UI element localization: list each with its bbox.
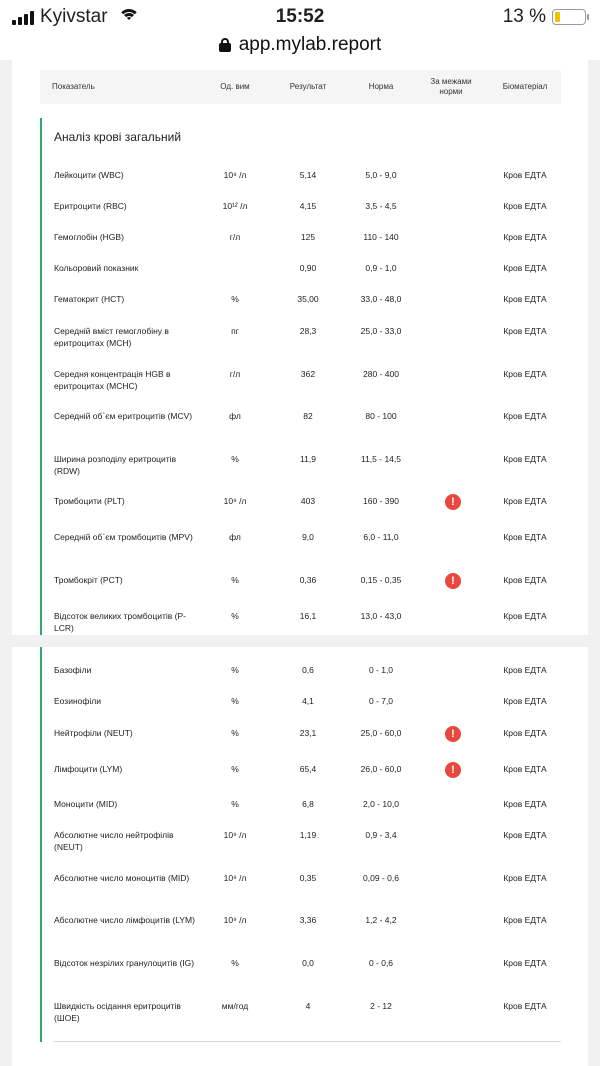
row-unit: 10⁹ /л — [223, 873, 247, 883]
header-out-of-range: За межами норми — [430, 77, 472, 96]
row-result: 4,1 — [302, 696, 314, 706]
row-result: 65,4 — [299, 764, 317, 774]
row-unit: фл — [229, 532, 241, 542]
row-name: Лейкоцити (WBC) — [54, 170, 124, 180]
row-biomaterial: Кров ЕДТА — [503, 764, 547, 774]
row-result: 11,9 — [300, 454, 316, 464]
row-unit: г/л — [229, 232, 241, 242]
row-biomaterial: Кров ЕДТА — [503, 263, 547, 273]
header-biomaterial: Біоматеріал — [502, 82, 548, 91]
address-bar[interactable] — [0, 30, 600, 60]
row-norm: 0 - 7,0 — [368, 696, 394, 706]
row-norm: 0 - 0,6 — [368, 958, 394, 968]
row-norm: 3,5 - 4,5 — [365, 201, 397, 211]
row-name: Лімфоцити (LYM) — [54, 764, 123, 774]
row-unit: % — [231, 764, 239, 774]
row-name: Відсоток незрілих гранулоцитів (IG) — [54, 958, 195, 968]
row-biomaterial: Кров ЕДТА — [503, 201, 547, 211]
row-result: 3,36 — [299, 915, 317, 925]
row-name: Гематокрит (HCT) — [54, 294, 125, 304]
row-norm: 80 - 100 — [365, 411, 397, 421]
header-norm: Норма — [368, 82, 394, 91]
row-biomaterial: Кров ЕДТА — [503, 665, 547, 675]
row-norm: 11,5 - 14,5 — [360, 454, 401, 464]
row-norm: 160 - 390 — [363, 496, 399, 506]
row-result: 403 — [300, 496, 316, 506]
row-biomaterial: Кров ЕДТА — [503, 326, 547, 336]
row-name: Базофіли — [54, 665, 92, 675]
row-name: Середній об`єм тромбоцитів (MPV) — [54, 532, 193, 542]
row-result: 5,14 — [299, 170, 317, 180]
table-bottom-divider — [54, 1041, 561, 1042]
row-biomaterial: Кров ЕДТА — [503, 728, 547, 738]
row-unit: % — [231, 958, 239, 968]
row-name: Абсолютне число нейтрофілів (NEUT) — [54, 830, 174, 852]
row-norm: 26,0 - 60,0 — [360, 764, 402, 774]
row-unit: 10¹² /л — [222, 201, 248, 211]
row-name: Швидкість осідання еритроцитів (ШОЕ) — [54, 1001, 181, 1023]
status-bar — [0, 0, 600, 34]
row-biomaterial: Кров ЕДТА — [503, 873, 547, 883]
row-name: Тромбокріт (PCT) — [54, 575, 123, 585]
status-right — [503, 6, 586, 28]
row-result: 1,19 — [299, 830, 317, 840]
row-result: 0,0 — [302, 958, 314, 968]
row-norm: 110 - 140 — [363, 232, 399, 242]
lock-icon — [219, 38, 231, 52]
row-result: 125 — [300, 232, 316, 242]
row-unit: 10⁹ /л — [223, 496, 247, 506]
row-name: Гемоглобін (HGB) — [54, 232, 124, 242]
row-unit: % — [231, 799, 239, 809]
row-norm: 5,0 - 9,0 — [365, 170, 397, 180]
row-unit: г/л — [229, 369, 241, 379]
row-unit: % — [231, 665, 239, 675]
row-norm: 0 - 1,0 — [368, 665, 394, 675]
row-unit: % — [231, 294, 239, 304]
row-norm: 1,2 - 4,2 — [365, 915, 397, 925]
row-norm: 13,0 - 43,0 — [360, 611, 402, 621]
row-name: Середній вміст гемоглобіну в еритроцитах (MCH) — [54, 326, 169, 348]
row-biomaterial: Кров ЕДТА — [503, 1001, 547, 1011]
status-time: 15:52 — [275, 6, 325, 27]
row-unit: % — [231, 575, 239, 585]
row-norm: 2 - 12 — [370, 1001, 392, 1011]
row-result: 23,1 — [299, 728, 317, 738]
row-result: 16,1 — [299, 611, 317, 621]
row-unit: % — [231, 696, 239, 706]
row-norm: 25,0 - 33,0 — [360, 326, 402, 336]
row-norm: 280 - 400 — [363, 369, 399, 379]
row-unit: % — [231, 728, 239, 738]
row-norm: 0,9 - 3,4 — [365, 830, 397, 840]
row-name: Середній об`єм еритроцитів (MCV) — [54, 411, 193, 421]
row-result: 6,8 — [302, 799, 314, 809]
row-unit: 10⁹ /л — [223, 915, 247, 925]
row-result: 0,35 — [299, 873, 317, 883]
row-biomaterial: Кров ЕДТА — [503, 369, 547, 379]
row-unit: мм/год — [221, 1001, 249, 1011]
row-result: 82 — [303, 411, 313, 421]
row-biomaterial: Кров ЕДТА — [503, 496, 547, 506]
row-result: 362 — [300, 369, 316, 379]
row-biomaterial: Кров ЕДТА — [503, 799, 547, 809]
out-of-range-alert-icon: ! — [445, 762, 461, 778]
row-norm: 0,09 - 0,6 — [363, 873, 399, 883]
row-name: Тромбоцити (PLT) — [54, 496, 125, 506]
row-result: 0,36 — [299, 575, 317, 585]
row-name: Нейтрофіли (NEUT) — [54, 728, 133, 738]
header-name: Показатель — [52, 82, 95, 91]
battery-icon — [552, 9, 586, 25]
out-of-range-alert-icon: ! — [445, 494, 461, 510]
row-name: Еозинофіли — [54, 696, 101, 706]
section-accent-bar — [40, 118, 42, 635]
row-name: Відсоток великих тромбоцитів (P-LCR) — [54, 611, 186, 633]
table-header — [40, 70, 561, 104]
section-title: Аналіз крові загальний — [54, 130, 182, 144]
header-unit: Од. вим — [220, 82, 250, 91]
row-result: 28,3 — [299, 326, 317, 336]
battery-percent: 13 % — [502, 6, 546, 27]
row-result: 4,15 — [299, 201, 317, 211]
row-biomaterial: Кров ЕДТА — [503, 454, 547, 464]
row-norm: 25,0 - 60,0 — [360, 728, 402, 738]
section-accent-bar — [40, 647, 42, 1042]
row-norm: 0,9 - 1,0 — [365, 263, 397, 273]
row-norm: 6,0 - 11,0 — [363, 532, 399, 542]
row-biomaterial: Кров ЕДТА — [503, 294, 547, 304]
row-name: Абсолютне число лімфоцитів (LYM) — [54, 915, 195, 925]
row-name: Еритроцити (RBC) — [54, 201, 127, 211]
row-name: Середня концентрація HGB в еритроцитах (MCHC) — [54, 369, 171, 391]
row-result: 0,6 — [302, 665, 314, 675]
row-norm: 33,0 - 48,0 — [360, 294, 402, 304]
row-result: 4 — [305, 1001, 311, 1011]
row-name: Абсолютне число моноцитів (MID) — [54, 873, 190, 883]
carrier-name: Kyivstar — [40, 6, 108, 27]
row-biomaterial: Кров ЕДТА — [503, 411, 547, 421]
row-biomaterial: Кров ЕДТА — [503, 915, 547, 925]
row-unit: фл — [229, 411, 241, 421]
row-norm: 2,0 - 10,0 — [363, 799, 399, 809]
row-unit: 10⁹ /л — [223, 170, 247, 180]
out-of-range-alert-icon: ! — [445, 573, 461, 589]
row-biomaterial: Кров ЕДТА — [503, 958, 547, 968]
row-biomaterial: Кров ЕДТА — [503, 232, 547, 242]
row-unit: % — [231, 611, 239, 621]
row-biomaterial: Кров ЕДТА — [503, 830, 547, 840]
row-unit: 10⁹ /л — [223, 830, 247, 840]
row-result: 9,0 — [302, 532, 314, 542]
row-name: Кольоровий показник — [54, 263, 139, 273]
row-norm: 0,15 - 0,35 — [360, 575, 402, 585]
url-text[interactable]: app.mylab.report — [238, 34, 382, 55]
row-result: 35,00 — [297, 294, 319, 304]
row-biomaterial: Кров ЕДТА — [503, 611, 547, 621]
out-of-range-alert-icon: ! — [445, 726, 461, 742]
row-biomaterial: Кров ЕДТА — [503, 696, 547, 706]
row-biomaterial: Кров ЕДТА — [503, 170, 547, 180]
row-name: Моноцити (MID) — [54, 799, 118, 809]
row-name: Ширина розподілу еритроцитів (RDW) — [54, 454, 177, 476]
row-unit: пг — [231, 326, 239, 336]
row-unit: % — [231, 454, 239, 464]
row-biomaterial: Кров ЕДТА — [503, 575, 547, 585]
header-result: Результат — [289, 82, 327, 91]
row-result: 0,90 — [299, 263, 317, 273]
row-biomaterial: Кров ЕДТА — [503, 532, 547, 542]
